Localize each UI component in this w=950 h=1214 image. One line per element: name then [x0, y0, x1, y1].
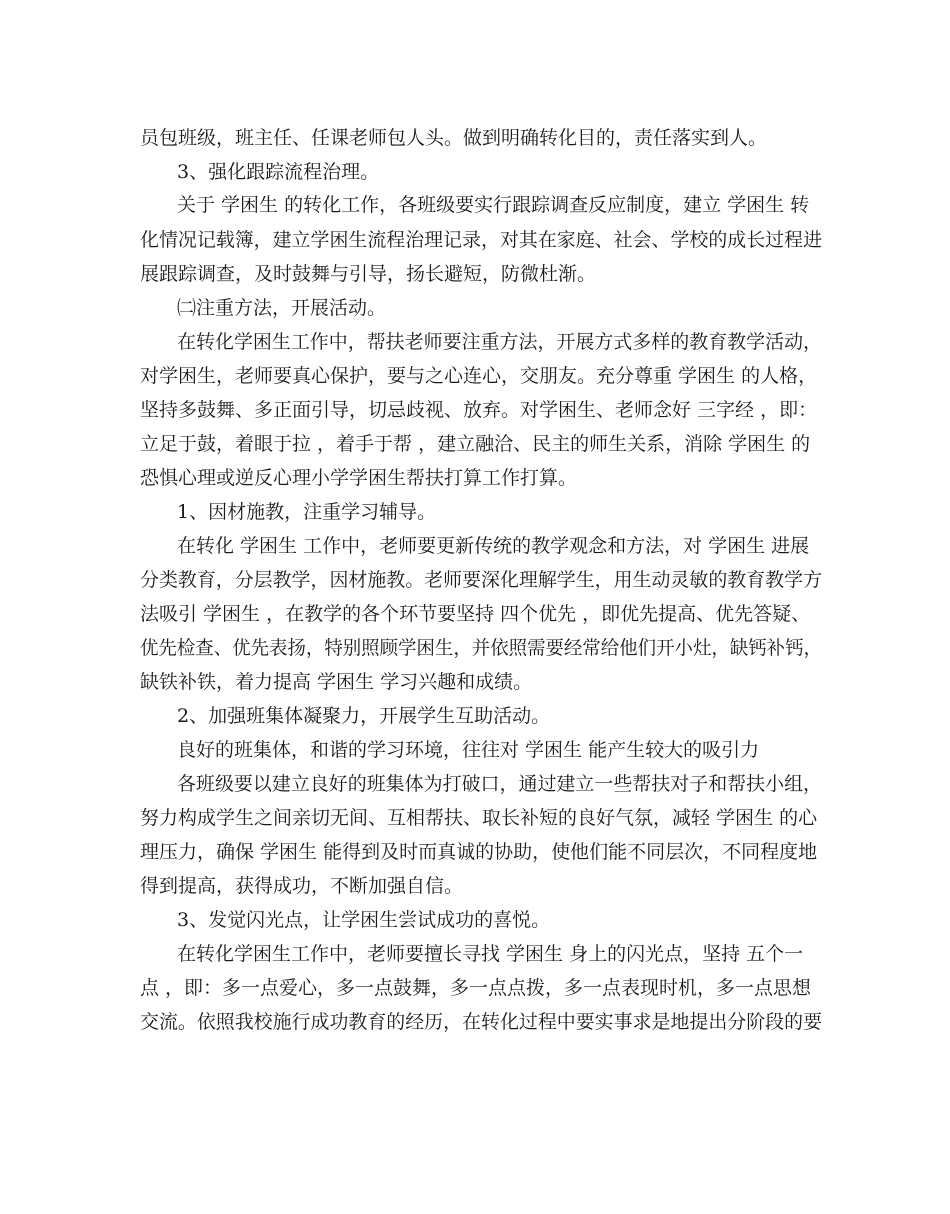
text-line: 1、因材施教，注重学习辅导。	[177, 501, 437, 523]
text-line: 努力构成学生之间亲切无间、互相帮扶、取长补短的良好气氛，减轻 学困生 的心	[140, 807, 818, 829]
text-line: 坚持多鼓舞、多正面引导，切忌歧视、放弃。对学困生、老师念好 三字经 ，即：	[140, 399, 818, 421]
text-line: 交流。依照我校施行成功教育的经历，在转化过程中要实事求是地提出分阶段的要	[140, 1011, 823, 1033]
text-line: 关于 学困生 的转化工作，各班级要实行跟踪调查反应制度，建立 学困生 转	[177, 194, 810, 216]
text-line: 3、发觉闪光点，让学困生尝试成功的喜悦。	[177, 909, 551, 931]
text-line: 优先检查、优先表扬，特别照顾学困生，并依照需要经常给他们开小灶，缺钙补钙，	[140, 637, 822, 659]
text-line: 在转化学困生工作中，老师要擅长寻找 学困生 身上的闪光点，坚持 五个一	[177, 943, 804, 965]
text-line: 理压力，确保 学困生 能得到及时而真诚的协助，使他们能不同层次，不同程度地	[140, 841, 818, 863]
text-line: 缺铁补铁，着力提高 学困生 学习兴趣和成绩。	[140, 671, 533, 693]
text-line: 展跟踪调查，及时鼓舞与引导，扬长避短，防微杜渐。	[140, 263, 597, 285]
text-line: 立足于鼓，着眼于拉 ，着手于帮 ，建立融洽、民主的师生关系，消除 学困生 的	[140, 433, 811, 455]
text-line: 各班级要以建立良好的班集体为打破口，通过建立一些帮扶对子和帮扶小组，	[177, 773, 823, 795]
text-line: 分类教育，分层教学，因材施教。老师要深化理解学生，用生动灵敏的教育教学方	[140, 569, 823, 591]
text-line: ㈡注重方法，开展活动。	[177, 297, 387, 319]
text-line: 2、加强班集体凝聚力，开展学生互助活动。	[177, 705, 551, 727]
text-line: 良好的班集体，和谐的学习环境，往往对 学困生 能产生较大的吸引力	[177, 739, 760, 761]
text-line: 恐惧心理或逆反心理小学学困生帮扶打算工作打算。	[140, 467, 578, 489]
text-line: 对学困生，老师要真心保护，要与之心连心，交朋友。充分尊重 学困生 的人格，	[140, 365, 818, 387]
text-line: 得到提高，获得成功，不断加强自信。	[140, 875, 464, 897]
text-line: 点 ，即：多一点爱心，多一点鼓舞，多一点点拨，多一点表现时机，多一点思想	[140, 977, 812, 999]
text-line: 在转化 学困生 工作中，老师要更新传统的教学观念和方法，对 学困生 进展	[177, 535, 810, 557]
text-line: 员包班级，班主任、任课老师包人头。做到明确转化目的，责任落实到人。	[140, 127, 768, 149]
text-line: 法吸引 学困生 ，在教学的各个环节要坚持 四个优先 ，即优先提高、优先答疑、	[140, 603, 811, 625]
text-line: 化情况记载簿，建立学困生流程治理记录，对其在家庭、社会、学校的成长过程进	[140, 229, 823, 251]
text-line: 3、强化跟踪流程治理。	[177, 161, 380, 183]
text-line: 在转化学困生工作中，帮扶老师要注重方法，开展方式多样的教育教学活动，	[177, 331, 823, 353]
